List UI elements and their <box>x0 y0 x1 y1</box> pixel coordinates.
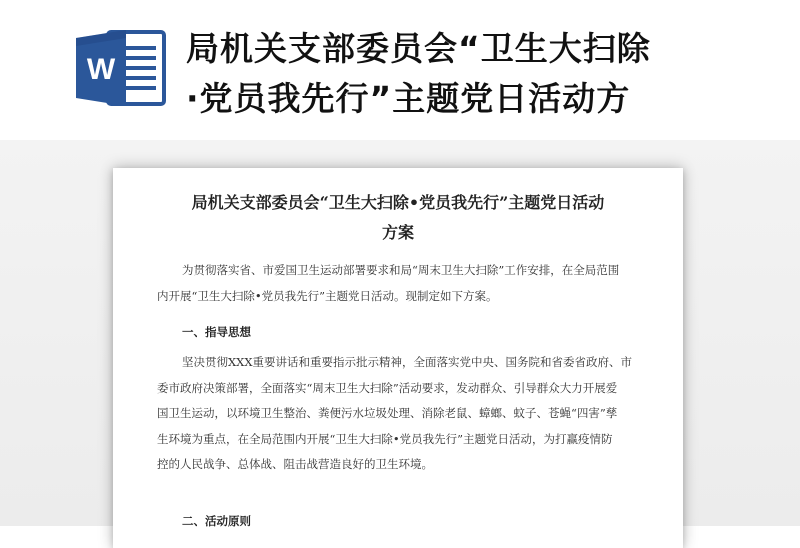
word-icon-letter: W <box>86 53 116 86</box>
page-title-line: ·党员我先行”主题党日活动方 <box>186 79 631 118</box>
document-title <box>113 188 683 248</box>
document-title-line: 局机关支部委员会“卫生大扫除•党员我先行”主题党日活动 <box>191 193 605 212</box>
paragraph-line: 控的人民战争、总体战、阻击战营造良好的卫生环境。 <box>157 457 433 471</box>
paragraph-line: 内开展“卫生大扫除•党员我先行”主题党日活动。现制定如下方案。 <box>157 288 498 303</box>
paragraph-line: 坚决贯彻XXX重要讲话和重要指示批示精神，全面落实党中央、国务院和省委省政府、市 <box>182 355 633 369</box>
document-title-line: 方案 <box>381 223 414 242</box>
paragraph-line: 国卫生运动，以环境卫生整治、粪便污水垃圾处理、消除老鼠、蟑螂、蚊子、苍蝇“四害”孳 <box>157 406 618 420</box>
document-page <box>113 168 683 548</box>
section-heading: 二、活动原则 <box>182 514 251 528</box>
intro-paragraph <box>157 258 657 309</box>
paragraph-line: 委市政府决策部署，全面落实“周末卫生大扫除”活动要求，发动群众、引导群众大力开展爱 <box>157 380 618 395</box>
page-title <box>186 24 786 124</box>
paragraph-line: 生环境为重点，在全局范围内开展“卫生大扫除•党员我先行”主题党日活动，为打赢疫情防 <box>157 431 613 446</box>
section1-paragraph <box>157 350 657 478</box>
header-banner <box>0 0 800 140</box>
paragraph-line: 为贯彻落实省、市爱国卫生运动部署要求和局“周末卫生大扫除”工作安排，在全局范围 <box>182 263 620 277</box>
page-title-line: 局机关支部委员会“卫生大扫除 <box>186 29 651 68</box>
section-heading: 一、指导思想 <box>182 325 251 339</box>
word-icon <box>74 28 168 108</box>
